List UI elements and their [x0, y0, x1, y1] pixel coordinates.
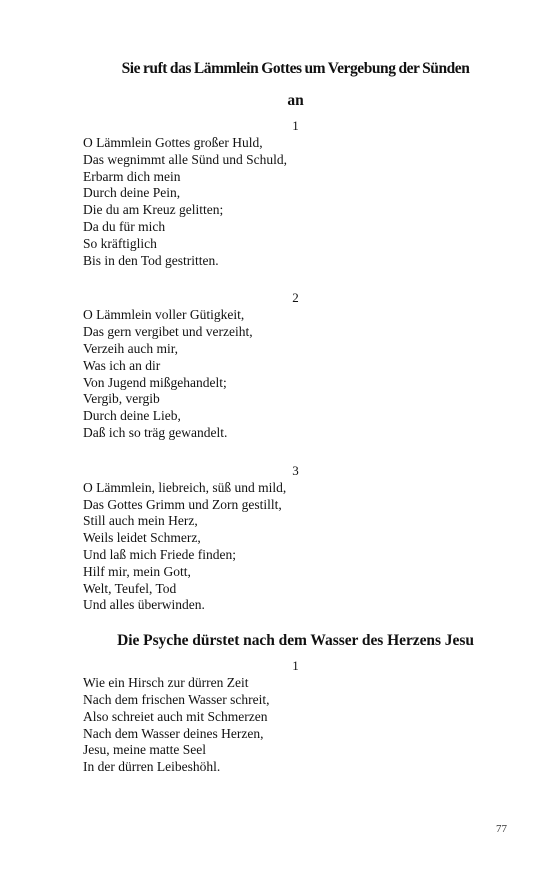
- stanza-number: 2: [292, 290, 299, 306]
- poem-title: Die Psyche dürstet nach dem Wasser des Herzens Jesu: [117, 632, 474, 650]
- page-number: 77: [496, 823, 507, 835]
- poem-title: Sie ruft das Lämmlein Gottes um Vergebung der Sünden: [121, 60, 470, 77]
- verse-line: Jesu, meine matte Seel: [83, 742, 206, 758]
- verse-line: Da du für mich: [83, 218, 166, 234]
- verse-line: In der dürren Leibeshöhl.: [83, 759, 221, 775]
- stanza: [83, 290, 508, 441]
- verse-line: Still auch mein Herz,: [83, 513, 198, 529]
- verse-line: Was ich an dir: [83, 357, 161, 373]
- verse-line: Und alles überwinden.: [83, 597, 205, 613]
- stanza-gap: [83, 269, 508, 286]
- verse-line: Von Jugend mißgehandelt;: [83, 374, 227, 390]
- verse-line: So kräftiglich: [83, 235, 157, 251]
- verse-line: Bis in den Tod gestritten.: [83, 252, 219, 268]
- verse-line: Daß ich so träg gewandelt.: [83, 424, 228, 440]
- verse-line: Die du am Kreuz gelitten;: [83, 202, 224, 218]
- poem-title-continuation: an: [287, 92, 304, 109]
- verse-line: Weils leidet Schmerz,: [83, 530, 201, 546]
- verse-line: Wie ein Hirsch zur dürren Zeit: [83, 675, 249, 691]
- verse-line: O Lämmlein, liebreich, süß und mild,: [83, 479, 287, 495]
- verse-line: Das Gottes Grimm und Zorn gestillt,: [83, 496, 282, 512]
- verse-line: Nach dem frischen Wasser schreit,: [83, 691, 270, 707]
- verse-line: Erbarm dich mein: [83, 168, 181, 184]
- stanza-number: 3: [292, 462, 299, 478]
- verse-line: O Lämmlein voller Gütigkeit,: [83, 307, 245, 323]
- verse-line: Hilf mir, mein Gott,: [83, 563, 191, 579]
- verse-line: Nach dem Wasser deines Herzen,: [83, 725, 264, 741]
- poem-lammlein: [83, 56, 508, 614]
- stanza: [83, 658, 508, 776]
- verse-line: Durch deine Lieb,: [83, 408, 181, 424]
- verse-line: Das wegnimmt alle Sünd und Schuld,: [83, 151, 287, 167]
- stanza-number: 1: [292, 658, 299, 674]
- book-page: [83, 56, 508, 776]
- stanza-number: 1: [292, 118, 299, 133]
- poem-psyche: [83, 628, 508, 776]
- verse-line: Welt, Teufel, Tod: [83, 580, 177, 596]
- verse-line: Also schreiet auch mit Schmerzen: [83, 708, 268, 724]
- verse-line: Vergib, vergib: [83, 391, 160, 407]
- stanza-gap: [83, 442, 508, 459]
- stanza: [83, 118, 508, 269]
- verse-line: Verzeih auch mir,: [83, 340, 179, 356]
- stanza: [83, 463, 508, 614]
- verse-line: O Lämmlein Gottes großer Huld,: [83, 135, 263, 150]
- verse-line: Durch deine Pein,: [83, 185, 181, 201]
- verse-line: Und laß mich Friede finden;: [83, 546, 236, 562]
- verse-line: Das gern vergibet und verzeiht,: [83, 324, 253, 340]
